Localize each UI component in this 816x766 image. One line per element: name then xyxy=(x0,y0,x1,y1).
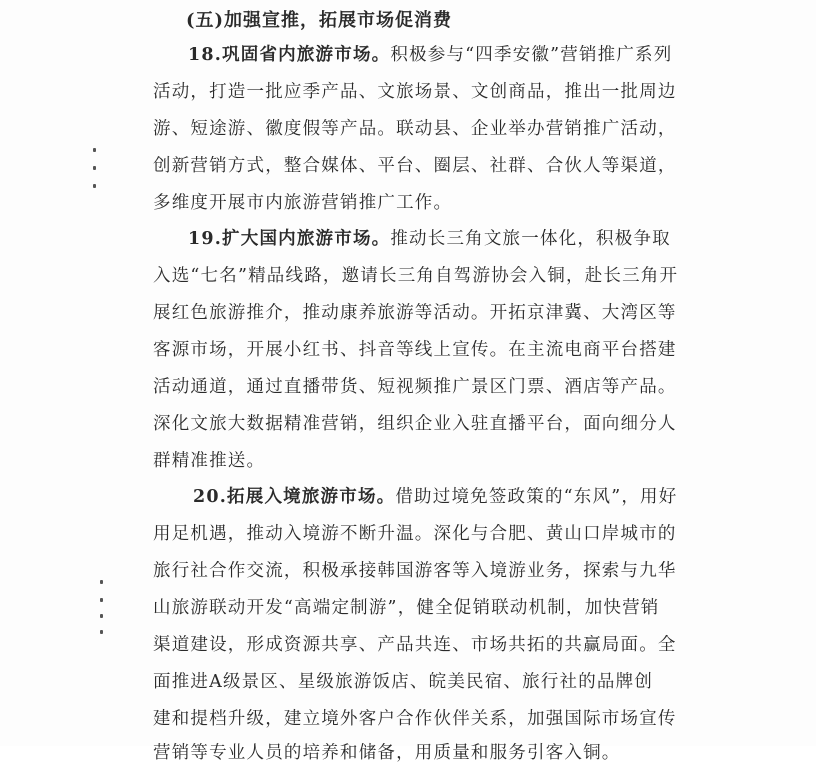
paragraph-19-line-7: 群精准推送。 xyxy=(153,451,266,471)
paragraph-19-line-6: 深化文旅大数据精准营销，组织企业入驻直播平台，面向细分人 xyxy=(153,414,677,434)
paragraph-20-line-4: 山旅游联动开发“高端定制游”，健全促销联动机制，加快营销 xyxy=(153,598,660,618)
paragraph-19-heading: 19.扩大国内旅游市场。 xyxy=(188,229,391,249)
paragraph-19-line-3: 展红色旅游推介，推动康养旅游等活动。开拓京津冀、大湾区等 xyxy=(153,303,677,323)
paragraph-18-line-1 xyxy=(188,42,672,68)
paragraph-19-line-1 xyxy=(188,226,671,252)
binding-mark xyxy=(100,630,103,634)
paragraph-18-line-3: 游、短途游、徽度假等产品。联动县、企业举办营销推广活动， xyxy=(153,119,677,139)
paragraph-20-line-8: 营销等专业人员的培养和储备，用质量和服务引客入铜。 xyxy=(153,743,621,763)
paragraph-18-line-4: 创新营销方式，整合媒体、平台、圈层、社群、合伙人等渠道， xyxy=(153,156,677,176)
paragraph-20-heading: 20.拓展入境旅游市场。 xyxy=(193,487,396,507)
paragraph-20-text: 借助过境免签政策的“东风”，用好 xyxy=(395,487,678,507)
paragraph-19-line-5: 活动通道，通过直播带货、短视频推广景区门票、酒店等产品。 xyxy=(153,377,677,397)
section-heading: (五)加强宣推，拓展市场促消费 xyxy=(186,10,453,31)
binding-mark xyxy=(100,580,103,584)
binding-mark xyxy=(93,166,96,170)
paragraph-20-line-3: 旅行社合作交流，积极承接韩国游客等入境游业务，探索与九华 xyxy=(153,561,677,581)
paragraph-18-line-2: 活动，打造一批应季产品、文旅场景、文创商品，推出一批周边 xyxy=(153,82,677,102)
binding-mark xyxy=(100,614,103,618)
paragraph-20-line-6: 面推进A级景区、星级旅游饭店、皖美民宿、旅行社的品牌创 xyxy=(153,672,654,692)
paragraph-19-text: 推动长三角文旅一体化，积极争取 xyxy=(390,229,671,249)
paragraph-19-line-4: 客源市场，开展小红书、抖音等线上宣传。在主流电商平台搭建 xyxy=(153,340,677,360)
binding-mark xyxy=(93,184,96,188)
paragraph-20-line-1 xyxy=(193,484,677,510)
paragraph-18-text: 积极参与“四季安徽”营销推广系列 xyxy=(390,45,673,65)
paragraph-20-line-7: 建和提档升级，建立境外客户合作伙伴关系，加强国际市场宣传 xyxy=(153,709,677,729)
paragraph-18-line-5: 多维度开展市内旅游营销推广工作。 xyxy=(153,193,453,213)
binding-mark xyxy=(93,148,96,152)
paragraph-19-line-2: 入选“七名”精品线路，邀请长三角自驾游协会入铜，赴长三角开 xyxy=(153,266,679,286)
paragraph-20-line-2: 用足机遇，推动入境游不断升温。深化与合肥、黄山口岸城市的 xyxy=(153,524,677,544)
paragraph-20-line-5: 渠道建设，形成资源共享、产品共连、市场共拓的共赢局面。全 xyxy=(153,635,677,655)
binding-mark xyxy=(100,598,103,602)
paragraph-18-heading: 18.巩固省内旅游市场。 xyxy=(188,45,391,65)
